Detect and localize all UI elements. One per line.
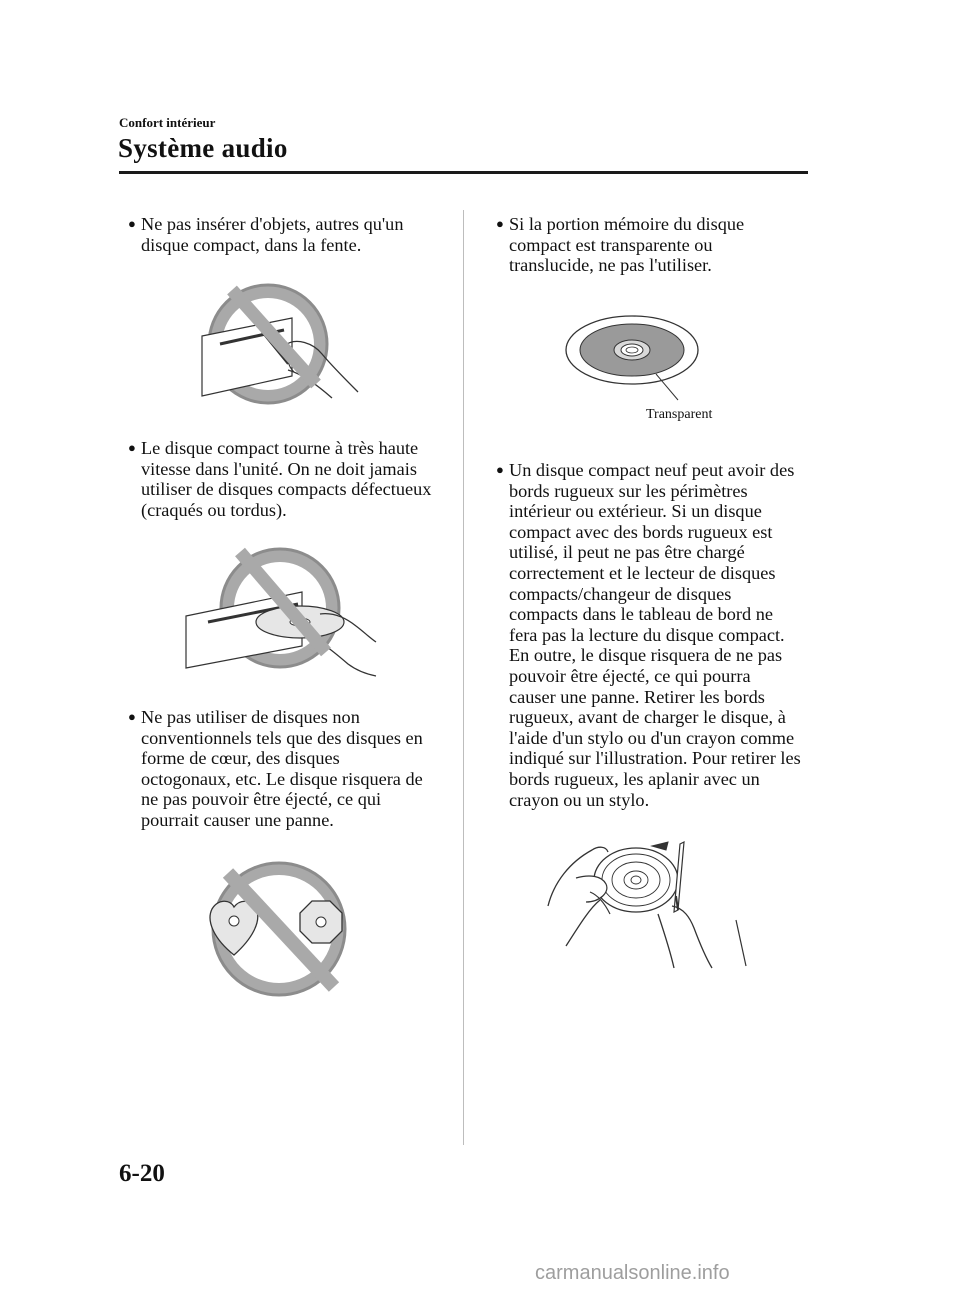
bullet-icon: ● (128, 709, 136, 724)
bullet-text: Le disque compact tourne à très haute vitesse dans l'unité. On ne doit jamais utiliser de disques compacts défectueux (craqués ou tordus). (141, 438, 432, 520)
bullet-item-no-foreign-objects (128, 214, 456, 255)
bullet-item-non-standard-discs (128, 707, 456, 831)
column-divider (463, 210, 464, 1145)
no-damaged-disc-illustration (180, 540, 380, 680)
bullet-icon: ● (128, 216, 136, 231)
page-number: 6-20 (119, 1160, 165, 1187)
bullet-icon: ● (128, 440, 136, 455)
section-label: Confort intérieur (119, 115, 216, 130)
bullet-icon: ● (496, 462, 504, 477)
bullet-item-transparent-disc (496, 214, 814, 276)
bullet-item-high-speed (128, 438, 456, 520)
header-rule (119, 171, 808, 174)
no-objects-in-slot-illustration (192, 280, 362, 410)
page-title: Système audio (118, 133, 288, 163)
watermark: carmanualsonline.info (535, 1262, 730, 1284)
bullet-text: Ne pas utiliser de disques non conventionnels tels que des disques en forme de cœur, des disques octogonaux, etc. Le disque risquera de ne pas pouvoir être éjecté, ce qui pourrait causer une panne. (141, 707, 423, 830)
smoothing-disc-edges-illustration (540, 836, 755, 971)
bullet-icon: ● (496, 216, 504, 231)
bullet-text: Si la portion mémoire du disque compact est transparente ou translucide, ne pas l'utiliser. (509, 214, 745, 276)
bullet-text: Un disque compact neuf peut avoir des bords rugueux sur les périmètres intérieur ou extérieur. Si un disque compact avec des bords rugueux est utilisé, il peut ne pas être chargé correctement et le lecteur de disques compacts/changeur de disques compacts dans le tableau de bord ne fera pas la lecture du disque compact. En outre, le disque risquera de ne pas pouvoir être éjecté, ce qui pourra causer une panne. Retirer les bords rugueux, avant de charger le disque, à l'aide d'un stylo ou d'un crayon comme indiqué sur l'illustration. Pour retirer les bords rugueux, les aplanir avec un crayon ou un stylo. (509, 460, 801, 810)
bullet-item-rough-edges (496, 460, 814, 810)
transparent-disc-illustration (562, 310, 752, 420)
transparent-callout-label: Transparent (646, 407, 713, 422)
bullet-text: Ne pas insérer d'objets, autres qu'un disque compact, dans la fente. (141, 214, 404, 255)
no-shaped-discs-illustration (200, 855, 360, 1005)
